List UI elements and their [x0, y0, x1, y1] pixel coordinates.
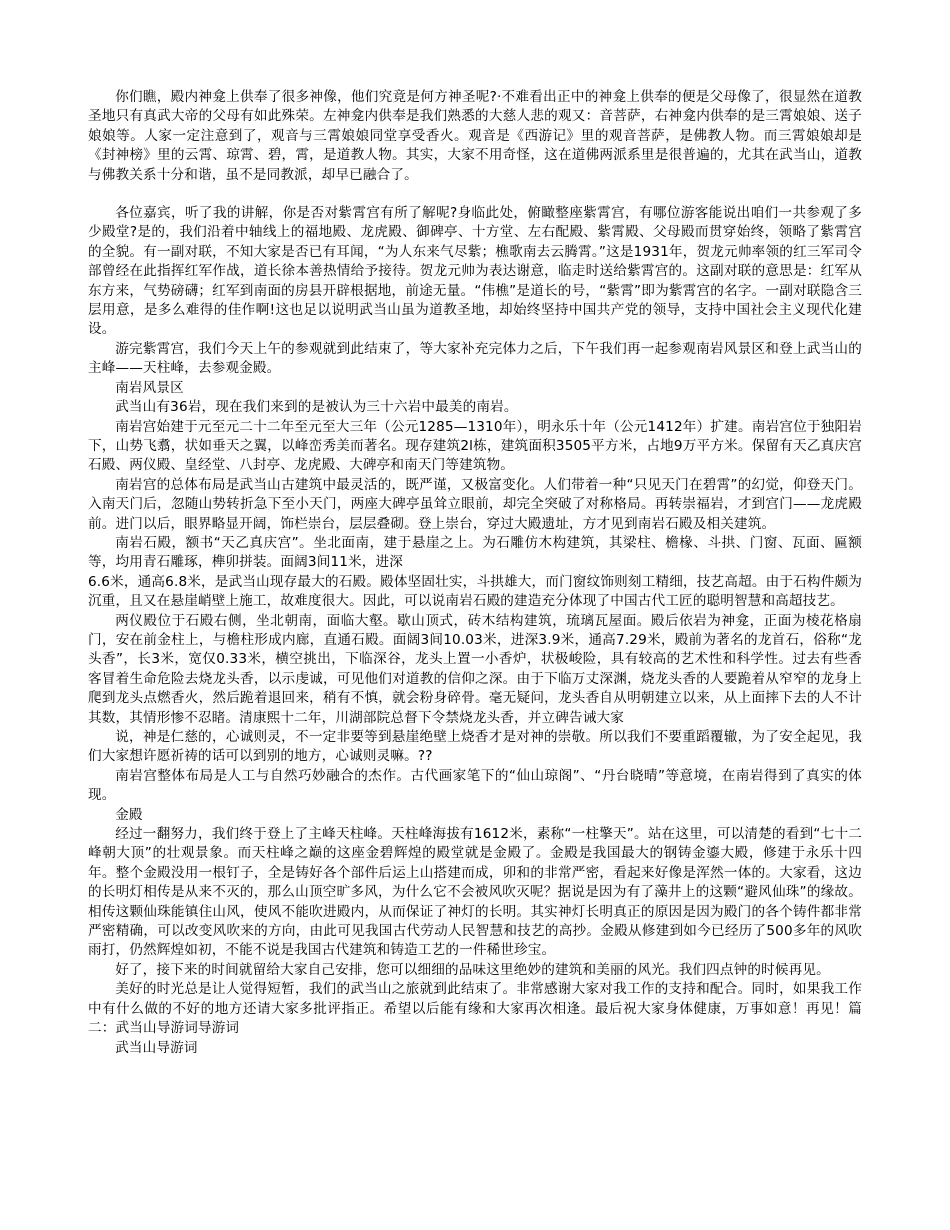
paragraph: 武当山导游词 [115, 1039, 198, 1056]
paragraph: 武当山有36岩，现在我们来到的是被认为三十六岩中最美的南岩。 [115, 399, 518, 416]
paragraph: 经过一翻努力，我们终于登上了主峰天柱峰。天柱峰海拔有1612米，素称“一柱擎天”。站在这里，可以清楚的看到“七十二峰朝大顶”的壮观景象。而天柱峰之巅的这座金碧辉煌的殿堂就是金殿了。金殿是我国最大的钢铸金鎏大殿，修建于永乐十四年。整个金殿没用一根钉子，全是铸好各个部件后运上山搭建而成，卯和的非常严密，看起来好像是浑然一体的。大家看，这边的长明灯相传是从来不灭的，那么山顶空旷多风，为什么它不会被风吹灭呢？据说是因为有了藻井上的这颗“避风仙珠”的缘故。相传这颗仙珠能镇住山风，使风不能吹进殿内，从而保证了神灯的长明。其实神灯长明真正的原因是因为殿门的各个铸件都非常严密精确，可以改变风吹来的方向，由此可见我国古代劳动人民智慧和技艺的高抄。金殿从修建到如今已经历了500多年的风吹雨打，仍然辉煌如初，不能不说是我国古代建筑和铸造工艺的一件稀世珍宝。 [88, 826, 862, 959]
paragraph: 你们瞧，殿内神龛上供奉了很多神像，他们究竟是何方神圣呢?·不难看出正中的神龛上供奉的便是父母像了，很显然在道教圣地只有真武大帝的父母有如此殊荣。左神龛内供奉是我们熟悉的大慈人悲的观又：音菩萨，右神龛内供奉的是三霄娘娘、送子娘娘等。人家一定注意到了，观音与三霄娘娘同堂享受香火。观音是《西游记》里的观音菩萨，是佛教人物。而三霄娘娘却是《封神榜》里的云霄、琼霄、碧，霄，是道教人物。其实，大家不用奇怪，这在道佛两派系里是很普遍的，尤其在武当山，道教与佛教关系十分和谐，虽不是同教派，却早已融合了。 [88, 89, 862, 183]
paragraph: 金殿 [115, 806, 143, 823]
paragraph: 好了，接下来的时间就留给大家自己安排，您可以细细的品味这里绝妙的建筑和美丽的风光。我们四点钟的时候再见。 [115, 961, 830, 978]
paragraph: 美好的时光总是让人觉得短暂，我们的武当山之旅就到此结束了。非常感谢大家对我工作的支持和配合。同时，如果我工作中有什么做的不好的地方还请大家多批评指正。希望以后能有缘和大家再次相逢。最后祝大家身体健康，万事如意！再见！篇二：武当山导游词导游词 [88, 981, 862, 1037]
paragraph: 游完紫霄宫，我们今天上午的参观就到此结束了，等大家补充完体力之后，下午我们再一起参观南岩风景区和登上武当山的主峰——天柱峰，去参观金殿。 [88, 340, 862, 377]
paragraph: 南岩风景区 [115, 379, 184, 396]
paragraph: 南岩宫的总体布局是武当山古建筑中最灵活的，既严谨，又极富变化。人们带着一种“只见天门在碧霄”的幻觉，仰登天门。入南天门后，忽随山势转折急下至小天门，两座大碑亭虽耸立眼前，却完全突破了对称格局。再转崇福岩，才到宫门——龙虎殿前。进门以后，眼界略显开阔，饰栏崇台，层层叠砌。登上崇台，穿过大殿遗址，方才见到南岩石殿及相关建筑。 [88, 476, 862, 532]
paragraph: 两仪殿位于石殿右侧，坐北朝南，面临大壑。歇山顶式，砖木结构建筑，琉璃瓦屋面。殿后依岩为神龛，正面为棱花格扇门，安在前金柱上，与檐柱形成内廊，直通石殿。面阔3间10.03米，进深3.9米，通高7.29米，殿前为著名的龙首石，俗称“龙头香”，长3米，宽仅0.33米，横空挑出，下临深谷，龙头上置一小香炉，状极峻险，具有较高的艺术性和科学性。过去有些香客冒着生命危险去烧龙头香，以示虔诚，可见他们对道教的信仰之深。由于下临万丈深渊，烧龙头香的人要跪着从窄窄的龙身上爬到龙头点燃香火，然后跪着退回来，稍有不慎，就会粉身碎骨。毫无疑问，龙头香自从明朝建立以来，从上面摔下去的人不计其数，其情形惨不忍睹。清康熙十二年，川湖部院总督下令禁烧龙头香，并立碑告诫大家 [88, 612, 862, 726]
paragraph: 南岩石殿，额书“天乙真庆宫”。坐北面南，建于悬崖之上。为石雕仿木构建筑，其梁柱、檐椽、斗拱、门窗、瓦面、匾额等，均用青石雕琢，榫卯拼装。面阔3间11米，进深 [88, 534, 862, 571]
paragraph: 南岩宫整体布局是人工与自然巧妙融合的杰作。古代画家笔下的“仙山琼阁”、“丹台晓晴”等意境，在南岩得到了真实的体现。 [88, 767, 862, 804]
paragraph: 说，神是仁慈的，心诚则灵，不一定非要等到悬崖绝壁上烧香才是对神的崇敬。所以我们不要重蹈覆辙，为了安全起见，我们大家想许愿祈祷的话可以到别的地方，心诚则灵嘛。?? [88, 729, 862, 765]
document-body [88, 88, 862, 1058]
paragraph: 6.6米，通高6.8米，是武当山现存最大的石殿。殿体坚固壮实，斗拱雄大，而门窗纹饰则刻工精细，技艺高超。由于石构件颇为沉重，且又在悬崖峭壁上施工，故难度很大。因此，可以说南岩石殿的建造充分体现了中国古代工匠的聪明智慧和高超技艺。 [88, 573, 862, 610]
paragraph: 各位嘉宾，听了我的讲解，你是否对紫霄宫有所了解呢?身临此处，俯瞰整座紫霄宫，有哪位游客能说出咱们一共参观了多少殿堂?是的，我们沿着中轴线上的福地殿、龙虎殿、御碑亭、十方堂、左右配殿、紫霄殿、父母殿而贯穿始终，领略了紫霄宫的全貌。有一副对联，不知大家是否已有耳闻，“为人东来气尽紫；樵歌南去云腾霄。”这是1931年，贺龙元帅率领的红三军司令部曾经在此指挥红军作战，道长徐本善热情给予接待。贺龙元帅为表达谢意，临走时送给紫霄宫的。这副对联的意思是：红军从东方来，气势磅礴；红军到南面的房县开辟根据地，前途无量。“伟樵”是道长的号，“紫霄”即为紫霄宫的名字。一副对联隐含三层用意，是多么难得的佳作啊!这也足以说明武当山虽为道教圣地，却始终坚持中国共产党的领导，支持中国社会主义现代化建设。 [88, 205, 862, 338]
paragraph: 南岩宫始建于元至元二十二年至元至大三年（公元1285—1310年），明永乐十年（公元1412年）扩建。南岩宫位于独阳岩下，山势飞翥，状如垂天之翼，以峰峦秀美而著名。现存建筑2l栋，建筑面积3505平方米，占地9万平方米。保留有天乙真庆宫石殿、两仪殿、皇经堂、八封亭、龙虎殿、大碑亭和南天门等建筑物。 [88, 418, 862, 474]
